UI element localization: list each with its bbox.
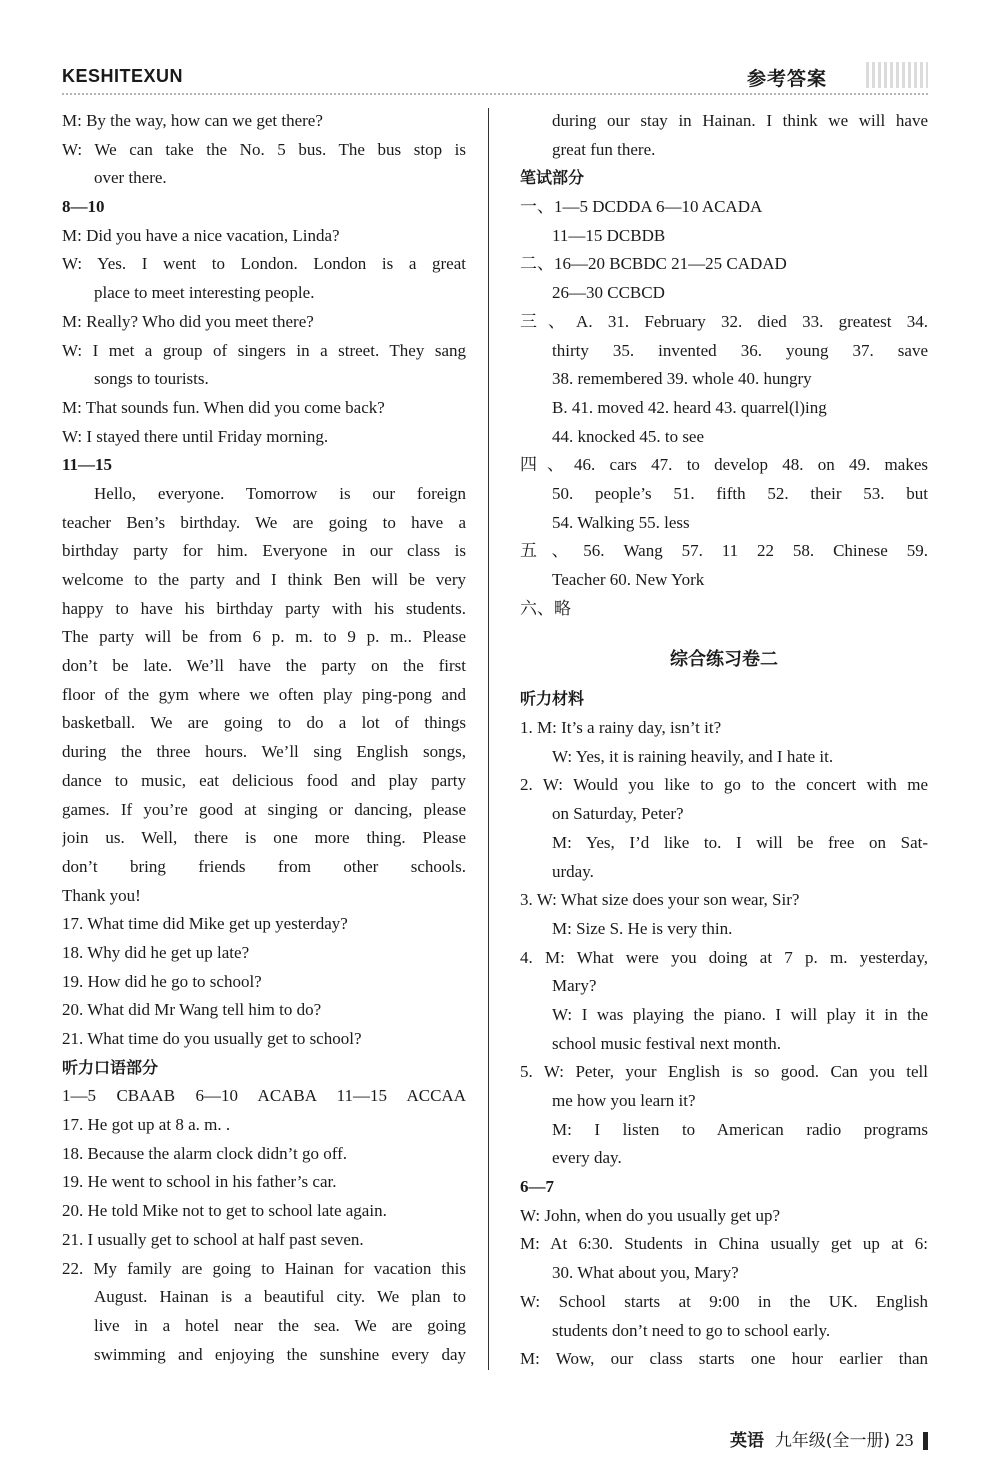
left-line: join us. Well, there is one more thing. Please [62, 828, 466, 848]
right-line: 30. What about you, Mary? [552, 1263, 739, 1283]
right-line: 3. W: What size does your son wear, Sir? [520, 890, 800, 910]
right-line: 26—30 CCBCD [552, 283, 665, 303]
right-line: B. 41. moved 42. heard 43. quarrel(l)ing [552, 397, 827, 417]
right-line: 综合练习卷二 [670, 649, 778, 671]
right-line: great fun there. [552, 139, 656, 159]
right-line: 五、56. Wang 57. 11 22 58. Chinese 59. [520, 541, 928, 561]
right-line: on Saturday, Peter? [552, 804, 684, 824]
right-line: 听力材料 [520, 689, 585, 709]
left-line: The party will be from 6 p. m. to 9 p. m.. Please [62, 627, 466, 647]
header-dotted-rule [62, 93, 928, 95]
right-line: urday. [552, 861, 594, 881]
left-line: teacher Ben’s birthday. We are going to have a [62, 512, 466, 532]
left-line: don’t be late. We’ll have the party on the first [62, 656, 466, 676]
left-line: don’t bring friends from other schools. [62, 856, 466, 876]
right-line: 二、16—20 BCBDC 21—25 CADAD [520, 254, 787, 274]
left-line: 18. Why did he get up late? [62, 942, 250, 962]
left-line: 19. How did he go to school? [62, 971, 262, 991]
left-line: dance to music, eat delicious food and play party [62, 770, 466, 790]
right-line: W: Yes, it is raining heavily, and I hate it. [552, 746, 834, 766]
right-line: school music festival next month. [552, 1033, 781, 1053]
right-line: 三、A. 31. February 32. died 33. greatest 34. [520, 311, 928, 331]
left-line: 听力口语部分 [62, 1057, 159, 1077]
brand-name: KESHITEXUN [62, 66, 184, 86]
left-line: 22. My family are going to Hainan for vacation this [62, 1258, 466, 1278]
left-line: 11—15 [62, 455, 113, 475]
right-line: 2. W: Would you like to go to the concert with me [520, 775, 928, 795]
right-line: 四、46. cars 47. to develop 48. on 49. makes [520, 455, 928, 475]
right-line: during our stay in Hainan. I think we will have [552, 111, 928, 130]
right-line: 44. knocked 45. to see [552, 426, 705, 446]
right-line: 54. Walking 55. less [552, 512, 690, 532]
left-line: W: I met a group of singers in a street. They sang [62, 340, 466, 360]
right-line: 6—7 [520, 1177, 554, 1197]
left-line: M: That sounds fun. When did you come back? [62, 397, 385, 417]
left-line: swimming and enjoying the sunshine every day [94, 1344, 466, 1364]
left-line: welcome to the party and I think Ben will be very [62, 570, 466, 589]
right-line: me how you learn it? [552, 1091, 696, 1110]
right-line: Mary? [552, 976, 597, 996]
page-header [0, 0, 1000, 100]
left-line: place to meet interesting people. [94, 283, 315, 303]
left-line: basketball. We are going to do a lot of things [62, 713, 466, 733]
right-line: 5. W: Peter, your English is so good. Can you tell [520, 1062, 928, 1082]
left-line: Hello, everyone. Tomorrow is our foreign [94, 483, 466, 503]
right-line: thirty 35. invented 36. young 37. save [552, 340, 928, 360]
left-line: M: Did you have a nice vacation, Linda? [62, 225, 340, 245]
left-line: floor of the gym where we often play ping-pong and [62, 684, 466, 704]
left-line: songs to tourists. [94, 369, 209, 389]
left-line: live in a hotel near the sea. We are going [94, 1315, 466, 1335]
right-line: 50. people’s 51. fifth 52. their 53. but [552, 483, 928, 503]
left-line: 20. What did Mr Wang tell him to do? [62, 1000, 322, 1020]
page-footer [730, 1426, 928, 1451]
left-line: over there. [94, 168, 167, 188]
left-line: M: By the way, how can we get there? [62, 111, 323, 130]
left-line: W: I stayed there until Friday morning. [62, 426, 329, 446]
left-line: 21. I usually get to school at half past seven. [62, 1229, 364, 1249]
left-line: 8—10 [62, 197, 105, 217]
right-line: every day. [552, 1148, 622, 1168]
right-line: M: I listen to American radio programs [552, 1119, 928, 1139]
right-line: students don’t need to go to school early. [552, 1320, 831, 1340]
left-line: during the three hours. We’ll sing English songs, [62, 742, 466, 762]
right-line: M: Wow, our class starts one hour earlier than [520, 1349, 928, 1369]
footer-subject: 英语 [730, 1431, 764, 1451]
right-line: 六、略 [520, 598, 571, 619]
left-line: birthday party for him. Everyone in our class is [62, 541, 466, 561]
right-line: W: I was playing the piano. I will play it in the [552, 1004, 928, 1024]
right-line: W: School starts at 9:00 in the UK. English [520, 1291, 928, 1311]
right-line: 笔试部分 [520, 168, 585, 188]
left-line: 20. He told Mike not to get to school late again. [62, 1201, 387, 1221]
left-line: Thank you! [62, 885, 141, 905]
right-line: M: Yes, I’d like to. I will be free on Sat- [552, 832, 928, 852]
left-line: August. Hainan is a beautiful city. We plan to [94, 1287, 466, 1307]
right-column [520, 107, 928, 1374]
left-line: 18. Because the alarm clock didn’t go off. [62, 1143, 347, 1163]
left-line: 17. He got up at 8 a. m. . [62, 1115, 231, 1135]
left-line: 21. What time do you usually get to school? [62, 1029, 362, 1048]
right-line: 一、1—5 DCDDA 6—10 ACADA [520, 197, 763, 217]
right-line: 4. M: What were you doing at 7 p. m. yesterday, [520, 947, 928, 967]
right-line: M: At 6:30. Students in China usually get up at 6: [520, 1234, 928, 1254]
right-line: W: John, when do you usually get up? [520, 1205, 780, 1225]
left-line: 19. He went to school in his father’s car. [62, 1172, 337, 1192]
column-divider [488, 108, 489, 1370]
left-line: W: We can take the No. 5 bus. The bus stop is [62, 139, 466, 159]
left-line: 1—5 CBAAB 6—10 ACABA 11—15 ACCAA [62, 1086, 466, 1106]
left-line: happy to have his birthday party with his students. [62, 598, 466, 618]
left-line: M: Really? Who did you meet there? [62, 311, 314, 331]
right-line: 11—15 DCBDB [552, 225, 666, 245]
header-decoration [866, 62, 928, 88]
footer-grade: 九年级(全一册) [774, 1431, 891, 1451]
right-line: 38. remembered 39. whole 40. hungry [552, 369, 812, 389]
left-column [62, 107, 466, 1369]
left-line: 17. What time did Mike get up yesterday? [62, 914, 348, 934]
page-number: 23 [895, 1430, 914, 1450]
right-line: 1. M: It’s a rainy day, isn’t it? [520, 718, 722, 738]
right-line: Teacher 60. New York [552, 570, 705, 589]
section-label: 参考答案 [747, 68, 828, 90]
left-line: W: Yes. I went to London. London is a great [62, 254, 466, 274]
footer-bar [923, 1432, 928, 1450]
left-line: games. If you’re good at singing or dancing, please [62, 799, 466, 819]
right-line: M: Size S. He is very thin. [552, 918, 733, 938]
